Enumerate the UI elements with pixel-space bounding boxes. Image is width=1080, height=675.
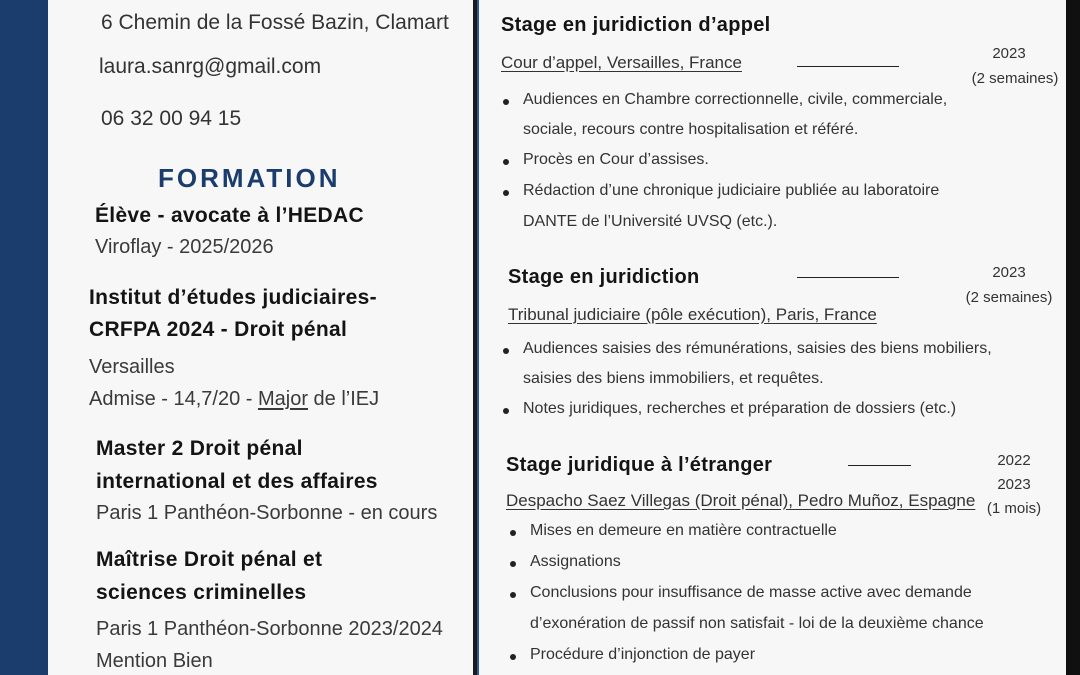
degree-place: Paris 1 Panthéon-Sorbonne 2023/2024	[96, 618, 443, 640]
separator-line	[797, 277, 899, 278]
job-duration: (1 mois)	[986, 500, 1042, 517]
contact-address: 6 Chemin de la Fossé Bazin, Clamart	[101, 11, 449, 34]
job-date: 2023	[992, 45, 1026, 62]
job-date: 2023	[992, 264, 1026, 281]
bullet-item: Audiences en Chambre correctionnelle, civile, commerciale,	[523, 91, 948, 108]
right-edge-bar	[1066, 0, 1080, 675]
degree-title: Master 2 Droit pénal	[96, 437, 303, 460]
detail-prefix: Admise - 14,7/20 -	[89, 388, 258, 410]
degree-place: Versailles	[89, 356, 175, 378]
job-title: Stage en juridiction	[508, 266, 700, 288]
job-date: 2023	[997, 476, 1031, 493]
degree-place: Viroflay - 2025/2026	[95, 236, 274, 258]
job-title: Stage juridique à l’étranger	[506, 454, 773, 476]
job-duration: (2 semaines)	[971, 70, 1059, 87]
degree-title: CRFPA 2024 - Droit pénal	[89, 318, 348, 341]
degree-title: Élève - avocate à l’HEDAC	[95, 204, 364, 227]
formation-heading: FORMATION	[158, 163, 341, 193]
job-title: Stage en juridiction d’appel	[501, 14, 771, 36]
degree-title: international et des affaires	[96, 470, 378, 493]
bullet-item-continued: sociale, recours contre hospitalisation et référé.	[523, 121, 859, 138]
bullet-item: Conclusions pour insuffisance de masse active avec demande	[530, 584, 972, 601]
bullet-item: Mises en demeure en matière contractuelle	[530, 522, 837, 539]
bullet-item: Rédaction d’une chronique judiciaire publiée au laboratoire	[523, 182, 940, 199]
left-color-band	[0, 0, 48, 675]
degree-mention: Mention Bien	[96, 650, 213, 672]
bullet-item-continued: saisies des biens immobiliers, et requêtes.	[523, 370, 824, 387]
bullet-item: Audiences saisies des rémunérations, saisies des biens mobiliers,	[523, 340, 992, 357]
job-organization: Despacho Saez Villegas (Droit pénal), Pedro Muñoz, Espagne	[506, 491, 976, 510]
column-divider-accent	[477, 0, 479, 675]
degree-title: Institut d’études judiciaires-	[89, 286, 377, 309]
contact-phone: 06 32 00 94 15	[101, 107, 242, 130]
contact-email: laura.sanrg@gmail.com	[99, 55, 322, 78]
job-duration: (2 semaines)	[965, 289, 1053, 306]
job-organization: Tribunal judiciaire (pôle exécution), Paris, France	[508, 305, 877, 324]
separator-line	[848, 465, 911, 466]
detail-major: Major	[257, 388, 308, 410]
separator-line	[797, 66, 899, 67]
bullet-item-continued: DANTE de l’Université UVSQ (etc.).	[523, 213, 778, 230]
bullet-item: Assignations	[530, 553, 621, 570]
degree-title: sciences criminelles	[96, 581, 307, 604]
job-organization: Cour d’appel, Versailles, France	[501, 53, 742, 72]
degree-detail	[89, 388, 379, 411]
bullet-item: Procédure d’injonction de payer	[530, 646, 756, 663]
degree-title: Maîtrise Droit pénal et	[96, 548, 323, 571]
job-date: 2022	[997, 452, 1031, 469]
detail-suffix: de l’IEJ	[307, 388, 380, 410]
bullet-item-continued: d’exonération de passif non satisfait - loi de la deuxième chance	[530, 615, 984, 632]
bullet-item: Procès en Cour d’assises.	[523, 151, 709, 168]
degree-place: Paris 1 Panthéon-Sorbonne - en cours	[96, 502, 438, 524]
bullet-item: Notes juridiques, recherches et préparation de dossiers (etc.)	[523, 400, 957, 417]
